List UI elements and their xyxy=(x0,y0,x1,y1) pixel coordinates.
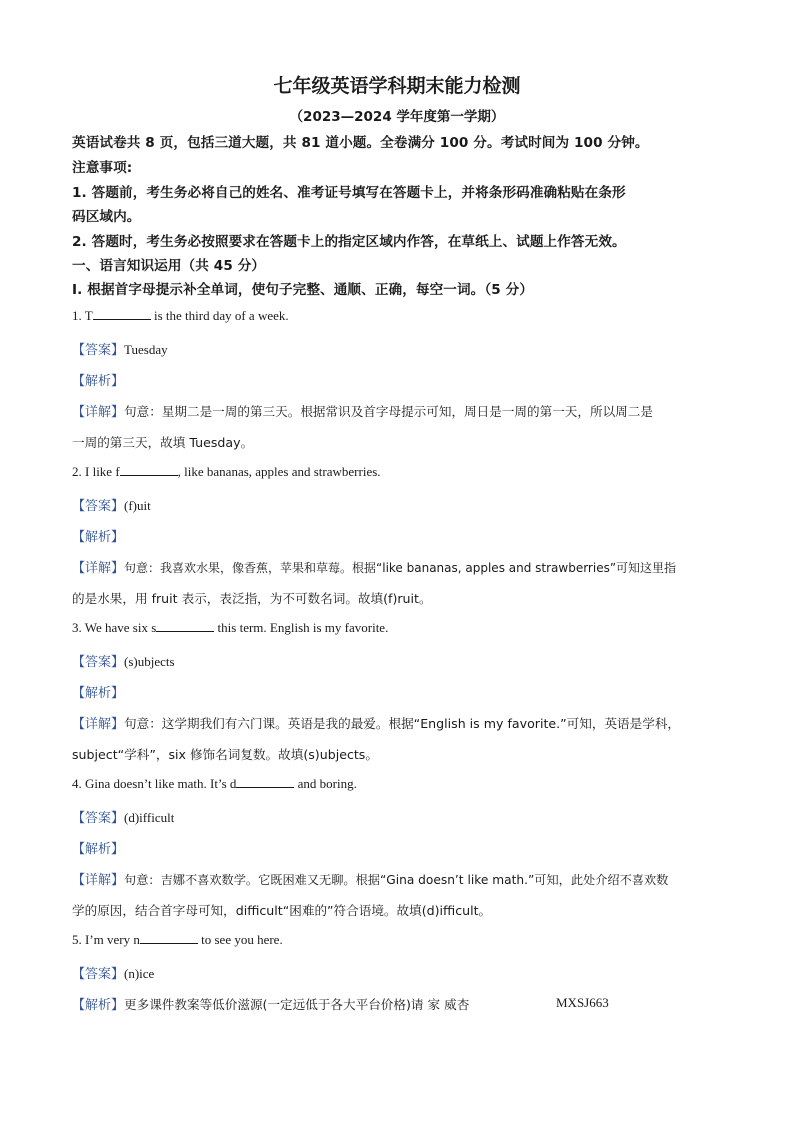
detail-text: 句意：星期二是一周的第三天。根据常识及首字母提示可知，周日是一周的第一天，所以周二是 xyxy=(124,404,653,419)
answer-label: 【答案】 xyxy=(72,811,125,826)
answer-value: (d)ifficult xyxy=(124,810,175,825)
detail-label: 【详解】 xyxy=(72,405,125,420)
answer-row-1 xyxy=(72,339,168,358)
notice-item-1a: 1. 答题前，考生务必将自己的姓名、准考证号填写在答题卡上，并将条形码准确粘贴在条形 xyxy=(72,185,626,201)
question-text: 4. Gina doesn’t like math. It’s d xyxy=(72,776,237,791)
answer-value: (f)uit xyxy=(124,498,151,513)
detail-label: 【详解】 xyxy=(72,873,125,888)
detail-text: 句意：我喜欢水果，像香蕉，苹果和草莓。根据“like bananas, apples and strawberries”可知这里指 xyxy=(124,561,677,575)
question-text: 3. We have six s xyxy=(72,620,157,635)
analysis-row-2 xyxy=(72,526,124,545)
detail-text-cont-1: 一周的第三天，故填 Tuesday。 xyxy=(72,435,254,450)
detail-text: 句意：吉娜不喜欢数学。它既困难又无聊。根据“Gina doesn’t like math.”可知，此处介绍不喜欢数 xyxy=(124,873,669,887)
detail-text-cont-2: 的是水果，用 fruit 表示，表泛指，为不可数名词。故填(f)ruit。 xyxy=(72,591,432,606)
part-heading: I. 根据首字母提示补全单词，使句子完整、通顺、正确，每空一词。（5 分） xyxy=(72,282,534,298)
analysis-row-5 xyxy=(72,994,469,1013)
question-4 xyxy=(72,775,357,792)
question-text: and boring. xyxy=(294,776,357,791)
promo-text: 更多课件教案等低价滋源(一定远低于各大平台价格)请 家 威杏 xyxy=(124,997,470,1012)
exam-intro: 英语试卷共 8 页，包括三道大题，共 81 道小题。全卷满分 100 分。考试时间为 100 分钟。 xyxy=(72,135,649,151)
answer-blank xyxy=(156,619,214,632)
question-3 xyxy=(72,619,388,636)
detail-row-4 xyxy=(72,869,668,888)
analysis-label: 【解析】 xyxy=(72,842,125,857)
section-heading: 一、语言知识运用（共 45 分） xyxy=(72,258,266,274)
detail-row-1 xyxy=(72,401,653,420)
promo-code: MXSJ663 xyxy=(556,995,609,1010)
notice-title: 注意事项: xyxy=(72,160,133,176)
question-5 xyxy=(72,931,283,948)
analysis-label: 【解析】 xyxy=(72,530,125,545)
detail-row-2 xyxy=(72,557,676,576)
question-text: 1. T xyxy=(72,308,93,323)
answer-row-4 xyxy=(72,807,174,826)
question-1 xyxy=(72,307,289,324)
answer-row-5 xyxy=(72,963,154,982)
question-2 xyxy=(72,463,381,480)
page-subtitle: （2023—2024 学年度第一学期） xyxy=(289,109,505,125)
answer-label: 【答案】 xyxy=(72,655,125,670)
answer-row-2 xyxy=(72,495,151,514)
question-text: this term. English is my favorite. xyxy=(214,620,389,635)
detail-row-3 xyxy=(72,713,680,732)
question-text: to see you here. xyxy=(197,932,283,947)
notice-item-2: 2. 答题时，考生务必按照要求在答题卡上的指定区域内作答，在草纸上、试题上作答无效。 xyxy=(72,234,626,250)
detail-label: 【详解】 xyxy=(72,561,125,576)
answer-row-3 xyxy=(72,651,175,670)
analysis-row-1 xyxy=(72,370,124,389)
answer-blank xyxy=(140,931,198,944)
question-text: 5. I’m very n xyxy=(72,932,140,947)
answer-label: 【答案】 xyxy=(72,967,125,982)
analysis-label: 【解析】 xyxy=(72,998,125,1013)
answer-label: 【答案】 xyxy=(72,499,125,514)
detail-text: 句意：这学期我们有六门课。英语是我的最爱。根据“English is my favorite.”可知，英语是学科， xyxy=(124,716,681,731)
analysis-label: 【解析】 xyxy=(72,686,125,701)
detail-label: 【详解】 xyxy=(72,717,125,732)
answer-blank xyxy=(93,307,151,320)
detail-text-cont-3: subject“学科”，six 修饰名词复数。故填(s)ubjects。 xyxy=(72,747,378,762)
answer-value: (n)ice xyxy=(124,966,155,981)
analysis-row-4 xyxy=(72,838,124,857)
answer-label: 【答案】 xyxy=(72,343,125,358)
page-title: 七年级英语学科期末能力检测 xyxy=(273,75,521,97)
answer-blank xyxy=(236,775,294,788)
question-text: , like bananas, apples and strawberries. xyxy=(177,464,381,479)
question-text: is the third day of a week. xyxy=(150,308,289,323)
answer-value: (s)ubjects xyxy=(124,654,175,669)
answer-value: Tuesday xyxy=(124,342,168,357)
detail-text-cont-4: 学的原因，结合首字母可知，difficult“困难的”符合语境。故填(d)ifficult。 xyxy=(72,903,492,918)
question-text: 2. I like f xyxy=(72,464,120,479)
answer-blank xyxy=(120,463,178,476)
analysis-label: 【解析】 xyxy=(72,374,125,389)
analysis-row-3 xyxy=(72,682,124,701)
notice-item-1b: 码区域内。 xyxy=(72,209,141,225)
